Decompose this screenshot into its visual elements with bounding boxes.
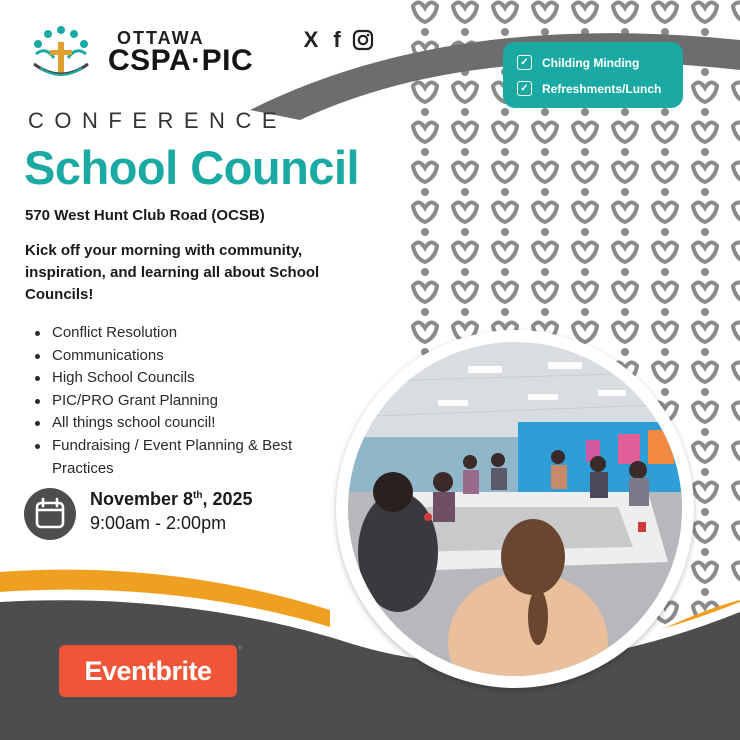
brand-name: CSPA·PIC <box>108 44 254 77</box>
intro-text: Kick off your morning with community, inspiration, and learning all about School Councils! <box>25 242 320 303</box>
list-item: All things school council! <box>32 412 322 435</box>
checkbox-icon: ✓ <box>517 81 532 96</box>
calendar-icon <box>24 488 76 540</box>
instagram-icon[interactable] <box>352 28 374 52</box>
topics-list <box>32 322 322 480</box>
list-item: PIC/PRO Grant Planning <box>32 390 322 413</box>
list-item: Conflict Resolution <box>32 322 322 345</box>
date-text: November 8 <box>90 489 194 509</box>
date-suffix: th <box>193 490 203 501</box>
social-links <box>300 28 374 52</box>
classroom-photo <box>348 342 682 676</box>
amenity-item <box>517 81 661 96</box>
page-title: School Council <box>24 141 360 194</box>
brand-city: OTTAWA <box>117 28 205 48</box>
eventbrite-logo[interactable]: Eventbrite <box>59 645 237 697</box>
trademark-mark: ® <box>238 646 243 652</box>
event-time: 9:00am - 2:00pm <box>90 513 227 533</box>
facebook-icon[interactable]: f <box>333 27 341 52</box>
event-address: 570 West Hunt Club Road (OCSB) <box>25 207 265 224</box>
event-date <box>90 489 253 510</box>
x-icon[interactable]: X <box>303 27 319 52</box>
amenities-badge <box>503 42 683 108</box>
amenity-label: Childing Minding <box>542 55 640 70</box>
cspa-logo-icon <box>26 18 96 88</box>
date-year: , 2025 <box>202 489 253 509</box>
checkbox-icon: ✓ <box>517 55 532 70</box>
list-item: Fundraising / Event Planning & Best Practices <box>32 435 322 480</box>
photo-frame <box>348 342 682 676</box>
list-item: High School Councils <box>32 367 322 390</box>
list-item: Communications <box>32 345 322 368</box>
conference-heading: CONFERENCE <box>28 108 288 133</box>
amenity-label: Refreshments/Lunch <box>542 81 662 96</box>
event-photo <box>336 330 694 688</box>
amenity-item <box>517 55 639 70</box>
